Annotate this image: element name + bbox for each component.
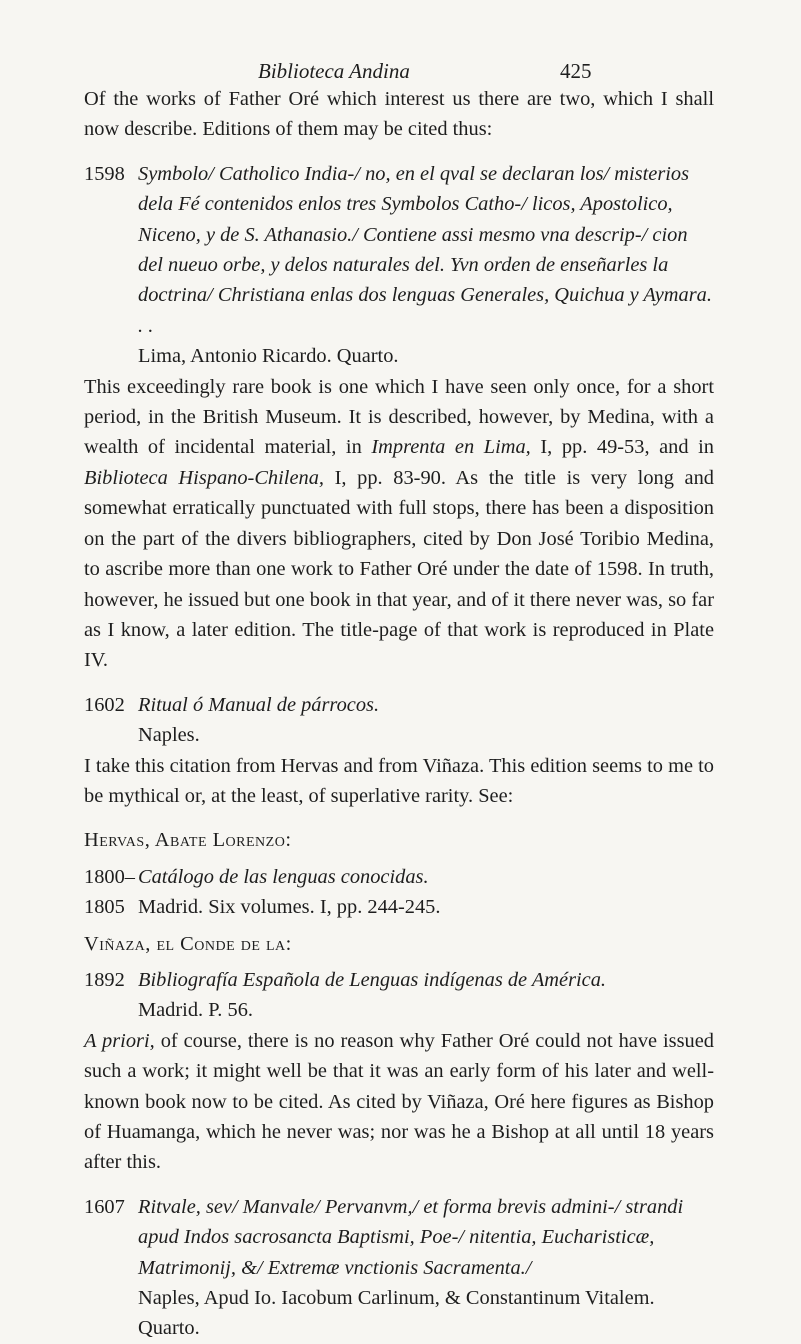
entry-year: 1805 <box>84 896 125 919</box>
entry-title: Symbolo/ Catholico India-/ no, en el qval se declaran los/ misterios dela Fé contenidos enlos tres Symbolos Catho-/ licos, Apostolico, Niceno, y de S. Athanasio./ Contiene assi mesmo vna descrip-/ cion del nueuo orbe, y delos naturales del. Yvn orden de enseñarles la doctrina/ Christiana enlas dos lenguas Generales, Quichua y Aymara. . . <box>138 162 712 337</box>
hervas-heading: Hervas, Abate Lorenzo: <box>84 829 292 852</box>
entry-format: Quarto. <box>138 1317 200 1340</box>
reference-biblioteca: Biblioteca Hispano-Chilena, <box>84 466 324 489</box>
entry-year: 1607 <box>84 1195 125 1218</box>
page-number: 425 <box>560 59 592 83</box>
entry-imprint: Madrid. Six volumes. I, pp. 244-245. <box>138 896 441 919</box>
running-title: Biblioteca Andina <box>258 59 410 83</box>
paragraph-1602: I take this citation from Hervas and from Viñaza. This edition seems to me to be mythical or, at the least, of superlative rarity. See: <box>84 754 714 807</box>
entry-1607 <box>84 1192 714 1283</box>
entry-imprint: Naples, Apud Io. Iacobum Carlinum, & Constantinum Vitalem. <box>138 1287 655 1310</box>
entry-1598 <box>84 159 714 341</box>
entry-title: Catálogo de las lenguas conocidas. <box>138 865 429 888</box>
entry-year: 1800– <box>84 865 135 888</box>
entry-year: 1598 <box>84 162 125 185</box>
entry-imprint: Lima, Antonio Ricardo. Quarto. <box>138 345 399 368</box>
hervas-entry <box>84 862 714 892</box>
vinaza-heading: Viñaza, el Conde de la: <box>84 932 292 955</box>
vinaza-entry <box>84 965 714 995</box>
entry-imprint: Madrid. P. 56. <box>138 999 253 1022</box>
entry-year: 1892 <box>84 968 125 991</box>
entry-title: Ritvale, sev/ Manvale/ Pervanvm,/ et forma brevis admini-/ strandi apud Indos sacrosancta Baptismi, Poe-/ nitentia, Eucharisticæ, Matrimonij, &/ Extremæ vnctionis Sacramenta./ <box>138 1195 684 1279</box>
intro-paragraph: Of the works of Father Oré which interest us there are two, which I shall now describe. Editions of them may be cited thus: <box>84 88 714 141</box>
entry-title: Ritual ó Manual de párrocos. <box>138 693 380 716</box>
reference-imprenta: Imprenta en Lima, <box>371 436 531 459</box>
entry-title: Bibliografía Española de Lenguas indígenas de América. <box>138 968 607 991</box>
page-body <box>84 84 714 1344</box>
apriori-paragraph: A priori, of course, there is no reason why Father Oré could not have issued such a work; it might well be that it was an early form of his later and well-known book now to be cited. As cited by Viñaza, Oré here figures as Bishop of Huamanga, which he never was; nor was he a Bishop at all until 18 years after this. <box>84 1029 714 1174</box>
paragraph-1598: This exceedingly rare book is one which I have seen only once, for a short period, in the British Museum. It is described, however, by Medina, with a wealth of incidental material, in Imprenta en Lima, I, pp. 49-53, and in Biblioteca Hispano-Chilena, I, pp. 83-90. As the title is very long and somewhat erratically punctuated with full stops, there has been a disposition on the part of the divers bibliographers, cited by Don José Toribio Medina, to ascribe more than one work to Father Oré under the date of 1598. In truth, however, he issued but one book in that year, and of it there never was, so far as I know, a later edition. The title-page of that work is reproduced in Plate IV. <box>84 375 715 672</box>
entry-year: 1602 <box>84 693 125 716</box>
hervas-imprint-line <box>84 892 714 922</box>
entry-imprint: Naples. <box>138 724 200 747</box>
entry-1602 <box>84 690 714 720</box>
